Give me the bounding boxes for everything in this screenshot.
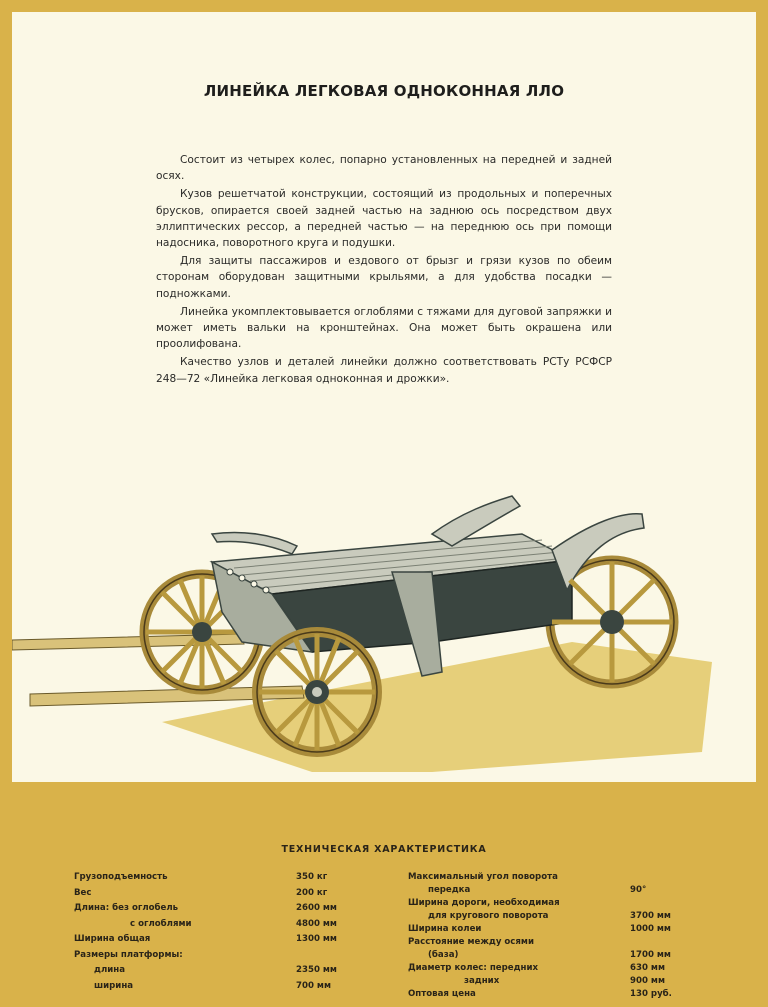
spec-row — [408, 898, 698, 911]
spec-label: для кругового поворота — [428, 911, 549, 921]
spec-row — [408, 950, 698, 963]
spec-row — [408, 911, 698, 924]
spec-value: 630 мм — [630, 963, 665, 973]
spec-row — [408, 885, 698, 898]
specs-right-column — [408, 872, 698, 1002]
spec-row — [408, 872, 698, 885]
spec-label: Длина: без оглобель — [74, 903, 179, 913]
spec-row — [408, 963, 698, 976]
spec-row — [74, 872, 364, 888]
spec-label: Диаметр колес: передних — [408, 963, 539, 973]
page-title: ЛИНЕЙКА ЛЕГКОВАЯ ОДНОКОННАЯ ЛЛО — [203, 82, 565, 100]
spec-label: Максимальный угол поворота — [408, 872, 558, 882]
spec-label: Вес — [74, 887, 92, 898]
spec-value: 900 мм — [630, 976, 665, 986]
spec-row — [74, 934, 364, 950]
spec-label: (база) — [428, 950, 459, 960]
spec-row — [74, 919, 364, 935]
spec-value: 130 руб. — [630, 989, 672, 999]
spec-row — [408, 937, 698, 950]
description-paragraph: Качество узлов и деталей линейки должно соответствовать РСТу РСФСР 248—72 «Линейка легковая одноконная и дрожки». — [156, 356, 612, 385]
spec-value: 1000 мм — [630, 924, 671, 934]
spec-value: 1700 мм — [630, 950, 671, 960]
spec-label: Размеры платформы: — [74, 949, 183, 960]
spec-value: 700 мм — [296, 980, 331, 991]
specs-left-column — [74, 872, 364, 996]
carriage-illustration — [12, 472, 756, 782]
spec-row — [74, 903, 364, 919]
spec-value: 3700 мм — [630, 911, 671, 921]
description-paragraph: Кузов решетчатой конструкции, состоящий из продольных и поперечных брусков, опирается своей задней частью на заднюю ось посредством двух эллиптических рессор, а передней частью — на переднюю ось при помощи надосника, поворотного круга и подушки. — [156, 188, 612, 250]
spec-label: Оптовая цена — [408, 989, 476, 999]
spec-label: длина — [94, 965, 125, 975]
spec-label: Расстояние между осями — [408, 937, 534, 947]
spec-row — [74, 965, 364, 981]
spec-value: 90° — [630, 885, 647, 895]
spec-row — [74, 888, 364, 904]
spec-label: ширина — [94, 980, 134, 991]
description-paragraph: Состоит из четырех колес, попарно установленных на передней и задней осях. — [156, 154, 612, 183]
spec-row — [74, 950, 364, 966]
spec-value: 200 кг — [296, 887, 328, 898]
fender-front — [212, 533, 297, 555]
fender-side — [552, 514, 644, 590]
spec-row — [408, 989, 698, 1002]
spec-label: передка — [428, 885, 471, 895]
spec-value: 4800 мм — [296, 918, 337, 929]
spec-row — [74, 981, 364, 997]
description — [156, 152, 612, 389]
page-sheet — [12, 12, 756, 782]
spec-label: Ширина дороги, необходимая — [408, 898, 560, 908]
spec-label: задних — [464, 976, 500, 986]
spec-label: Ширина общая — [74, 934, 151, 944]
spec-value: 350 кг — [296, 872, 328, 882]
technical-specs — [12, 812, 756, 997]
specs-title: ТЕХНИЧЕСКАЯ ХАРАКТЕРИСТИКА — [281, 844, 487, 855]
spec-value: 1300 мм — [296, 934, 337, 944]
description-paragraph: Линейка укомплектовывается оглоблями с тяжами для дуговой запряжки и может иметь вальки на кронштейнах. Она может быть окрашена или проолифована. — [156, 305, 612, 351]
description-paragraph: Для защиты пассажиров и ездового от брызг и грязи кузов по обеим сторонам оборудован защитными крыльями, а для удобства посадки — подножками. — [156, 255, 612, 300]
spec-value: 2600 мм — [296, 903, 337, 913]
spec-label: Грузоподъемность — [74, 872, 168, 882]
spec-label: Ширина колеи — [408, 924, 482, 934]
spec-row — [408, 924, 698, 937]
spec-value: 2350 мм — [296, 965, 337, 975]
spec-label: с оглоблями — [130, 918, 192, 929]
spec-row — [408, 976, 698, 989]
wheel-front-near — [257, 632, 377, 752]
